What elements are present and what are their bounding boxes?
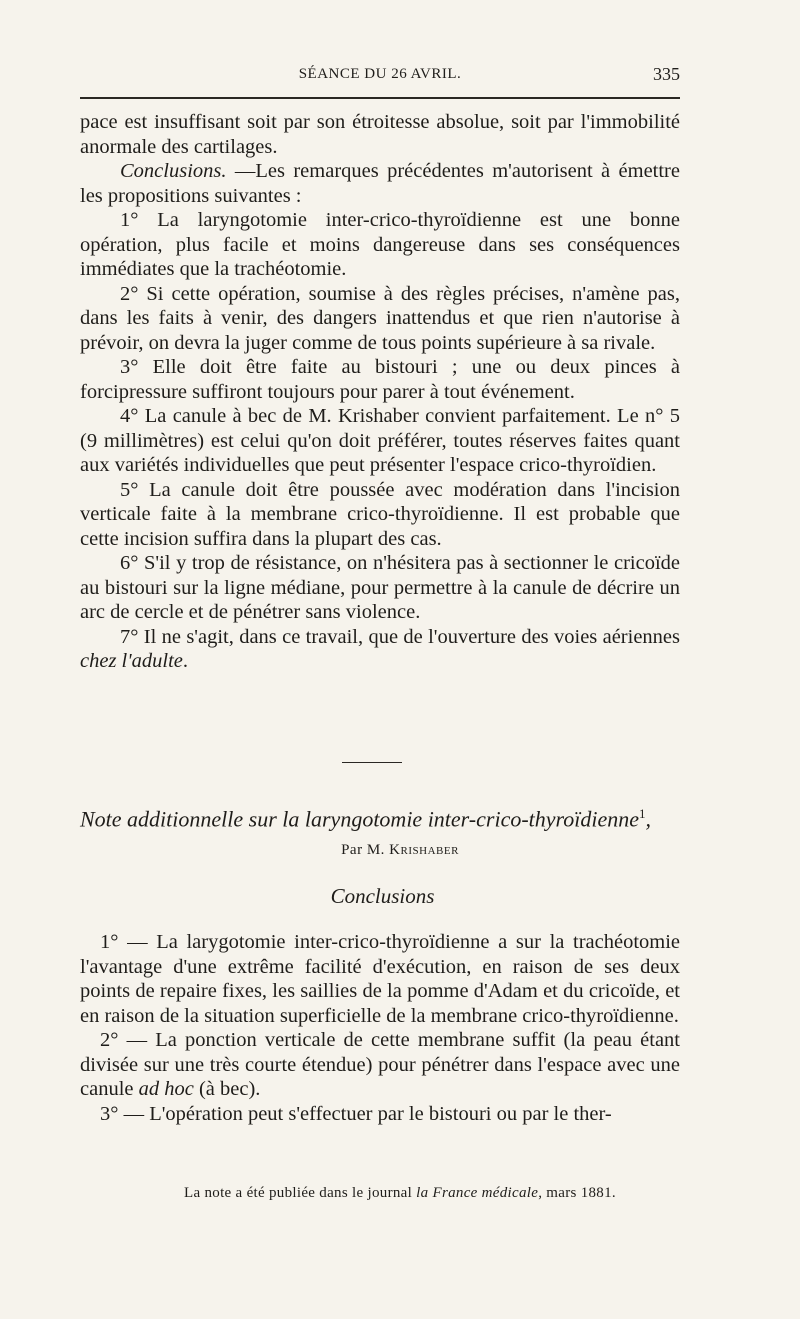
note-conclusion-2-text: 2° — La ponction verticale de cette membrane suffit (la peau étant divisée sur une très courte étendue) pour pénétrer dans l'espace avec une canule	[80, 1029, 680, 1100]
paragraph-conclusions-intro	[80, 159, 680, 208]
note-title-end: ,	[645, 806, 652, 832]
section-divider	[342, 762, 402, 763]
proposition-3: 3° Elle doit être faite au bistouri ; une ou deux pinces à forcipressure suffiront toujours pour parer à tout événement.	[80, 356, 680, 403]
byline-prefix: Par M.	[341, 842, 390, 858]
proposition-7-italic: chez l'adulte	[80, 650, 183, 672]
note-conclusion-3: 3° — L'opération peut s'effectuer par le bistouri ou par le ther-	[100, 1102, 612, 1125]
note-body	[80, 930, 680, 1126]
footnote-text: La note a été publiée dans le journal	[184, 1185, 417, 1201]
note-conclusion-2-italic: ad hoc	[138, 1078, 194, 1100]
note-conclusion-2	[80, 1028, 680, 1102]
proposition-4: 4° La canule à bec de M. Krishaber convient parfaitement. Le n° 5 (9 millimètres) est celui qu'on doit préférer, toutes réserves faites quant aux variétés individuelles que peut présenter l'espace crico-thyroïdien.	[80, 405, 680, 476]
conclusions-heading: Conclusions	[330, 884, 435, 908]
note-title	[80, 800, 700, 833]
proposition-2: 2° Si cette opération, soumise à des règles précises, n'amène pas, dans les faits à venir, des dangers inattendus et que rien n'autorise à prévoir, on devra la juger comme de tous points supérieure à sa rivale.	[80, 282, 680, 354]
conclusions-label: Conclusions.	[120, 160, 227, 182]
byline-author: Krishaber	[389, 842, 459, 858]
footnote-journal: la France médicale	[416, 1185, 539, 1201]
proposition-7	[80, 625, 680, 674]
running-head: SÉANCE DU 26 AVRIL.	[298, 66, 462, 82]
conclusions-intro-text: —Les remarques précédentes m'autorisent à émettre les propositions suivantes :	[80, 160, 680, 207]
footnote-marker: 1	[639, 806, 646, 821]
note-title-text: Note additionnelle sur la laryngotomie inter-crico-thyroïdienne	[80, 806, 640, 832]
main-text	[80, 110, 680, 674]
proposition-5: 5° La canule doit être poussée avec modération dans l'incision verticale faite à la membrane crico-thyroïdienne. Il est probable que cette incision suffira dans la plupart des cas.	[80, 478, 680, 550]
header-rule	[80, 97, 680, 99]
proposition-7-end: .	[182, 650, 188, 672]
byline	[0, 842, 800, 859]
proposition-1: 1° La laryngotomie inter-crico-thyroïdienne est une bonne opération, plus facile et moins dangereuse dans ses conséquences immédiates que la trachéotomie.	[80, 209, 680, 280]
proposition-7-text: 7° Il ne s'agit, dans ce travail, que de l'ouverture des voies aériennes	[120, 625, 680, 648]
proposition-6: 6° S'il y trop de résistance, on n'hésitera pas à sectionner le cricoïde au bistouri sur la ligne médiane, pour permettre à la canule de décrire un arc de cercle et de pénétrer sans violence.	[80, 552, 680, 623]
paragraph-continuation: pace est insuffisant soit par son étroitesse absolue, soit par l'immobilité anormale des cartilages.	[80, 111, 680, 158]
footnote	[0, 1185, 800, 1202]
page-number: 335	[653, 64, 680, 84]
page-header	[80, 60, 680, 90]
note-conclusion-2-end: (à bec).	[193, 1078, 261, 1100]
footnote-end: , mars 1881.	[538, 1185, 616, 1201]
note-conclusion-1: 1° — La larygotomie inter-crico-thyroïdienne a sur la trachéotomie l'avantage d'une extrême facilité d'exécution, en raison de ses deux points de repaire fixes, les saillies de la pomme d'Adam et du cricoïde, et en raison de la situation superficielle de la membrane crico-thyroïdienne.	[80, 931, 680, 1027]
